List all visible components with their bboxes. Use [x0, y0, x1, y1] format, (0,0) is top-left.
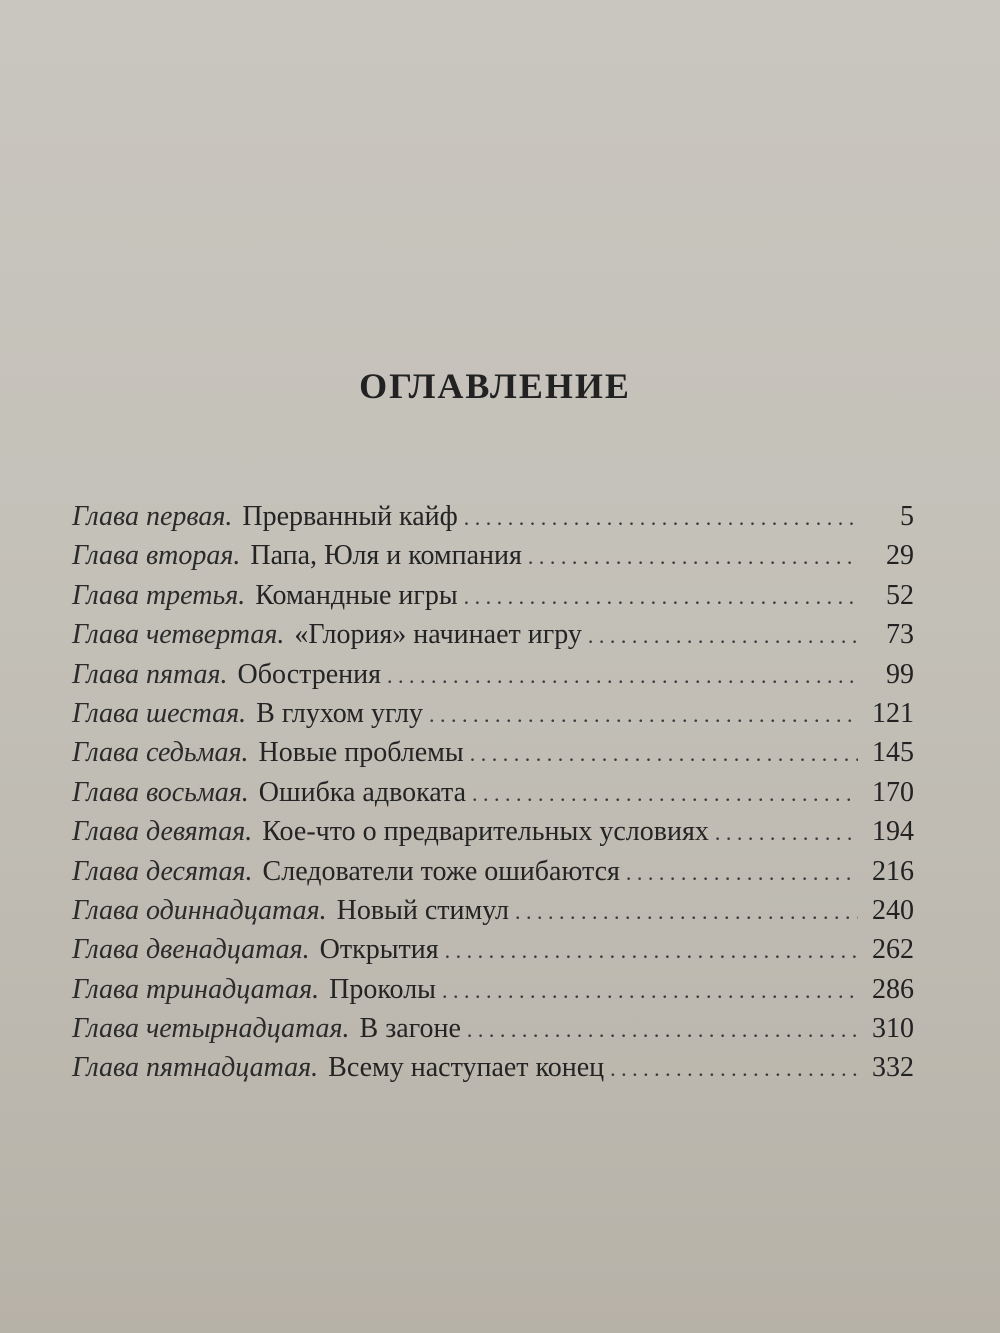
toc-entry	[72, 655, 914, 694]
chapter-title: Обострения	[237, 658, 381, 690]
page-number: 194	[872, 816, 914, 848]
chapter-number: Глава тринадцатая.	[72, 973, 320, 1005]
dot-leader	[610, 1049, 858, 1088]
toc-entry	[72, 852, 914, 891]
chapter-title: Новые проблемы	[258, 737, 464, 769]
toc-entry	[72, 930, 914, 969]
toc-entry	[72, 1048, 914, 1087]
chapter-title: В глухом углу	[256, 697, 424, 729]
dot-leader	[464, 498, 858, 537]
dot-leader	[429, 695, 858, 734]
chapter-number: Глава пятнадцатая.	[72, 1052, 319, 1084]
dot-leader	[588, 616, 858, 655]
toc-entry	[72, 970, 914, 1009]
chapter-number: Глава третья.	[72, 579, 246, 611]
dot-leader	[528, 537, 858, 576]
page-number: 216	[872, 855, 914, 887]
chapter-number: Глава двенадцатая.	[72, 934, 310, 966]
chapter-number: Глава вторая.	[72, 540, 241, 572]
toc-entry	[72, 891, 914, 930]
toc-entry	[72, 773, 914, 812]
chapter-title: Прерванный кайф	[242, 501, 458, 532]
chapter-number: Глава десятая.	[72, 855, 253, 887]
chapter-number: Глава четырнадцатая.	[72, 1013, 350, 1045]
chapter-title: Новый стимул	[336, 894, 509, 926]
toc-entry	[72, 576, 914, 615]
dot-leader	[445, 931, 858, 970]
chapter-number: Глава одиннадцатая.	[72, 894, 327, 926]
page-number: 170	[872, 776, 914, 808]
table-of-contents	[72, 497, 914, 1088]
dot-leader	[442, 971, 858, 1010]
dot-leader	[467, 1010, 858, 1049]
chapter-number: Глава седьмая.	[72, 737, 249, 769]
page-number: 121	[872, 697, 914, 729]
page-number: 52	[886, 579, 914, 611]
page-number: 73	[886, 619, 914, 651]
chapter-title: «Глория» начинает игру	[294, 619, 582, 651]
toc-entry	[72, 536, 914, 575]
page-number: 286	[872, 973, 914, 1005]
page-number: 99	[886, 658, 914, 690]
chapter-number: Глава пятая.	[72, 658, 228, 690]
chapter-number: Глава восьмая.	[72, 776, 249, 808]
toc-entry	[72, 733, 914, 772]
dot-leader	[626, 853, 858, 892]
chapter-number: Глава шестая.	[72, 697, 247, 729]
toc-entry	[72, 497, 914, 536]
page-number: 29	[886, 540, 914, 572]
toc-entry	[72, 1009, 914, 1048]
chapter-title: Кое-что о предварительных условиях	[262, 816, 709, 848]
chapter-number: Глава четвертая.	[72, 619, 285, 651]
dot-leader	[715, 813, 858, 852]
page-title: ОГЛАВЛЕНИЕ	[359, 366, 631, 406]
chapter-title: Командные игры	[255, 579, 458, 611]
chapter-title: Папа, Юля и компания	[250, 540, 522, 572]
chapter-number: Глава первая.	[72, 501, 233, 532]
chapter-title: Всему наступает конец	[328, 1052, 605, 1084]
dot-leader	[387, 656, 858, 695]
toc-entry	[72, 615, 914, 654]
page-number: 332	[872, 1052, 914, 1084]
dot-leader	[472, 774, 858, 813]
dot-leader	[464, 577, 858, 616]
dot-leader	[515, 892, 858, 931]
page-number: 145	[872, 737, 914, 769]
chapter-title: Проколы	[329, 973, 436, 1005]
chapter-title: Следователи тоже ошибаются	[262, 855, 620, 887]
chapter-title: Открытия	[319, 934, 439, 966]
page-number: 5	[900, 501, 914, 532]
page-number: 240	[872, 894, 914, 926]
dot-leader	[470, 734, 858, 773]
toc-entry	[72, 694, 914, 733]
toc-entry	[72, 812, 914, 851]
page-number: 310	[872, 1013, 914, 1045]
chapter-number: Глава девятая.	[72, 816, 253, 848]
chapter-title: В загоне	[359, 1013, 461, 1045]
chapter-title: Ошибка адвоката	[258, 776, 467, 808]
page-number: 262	[872, 934, 914, 966]
